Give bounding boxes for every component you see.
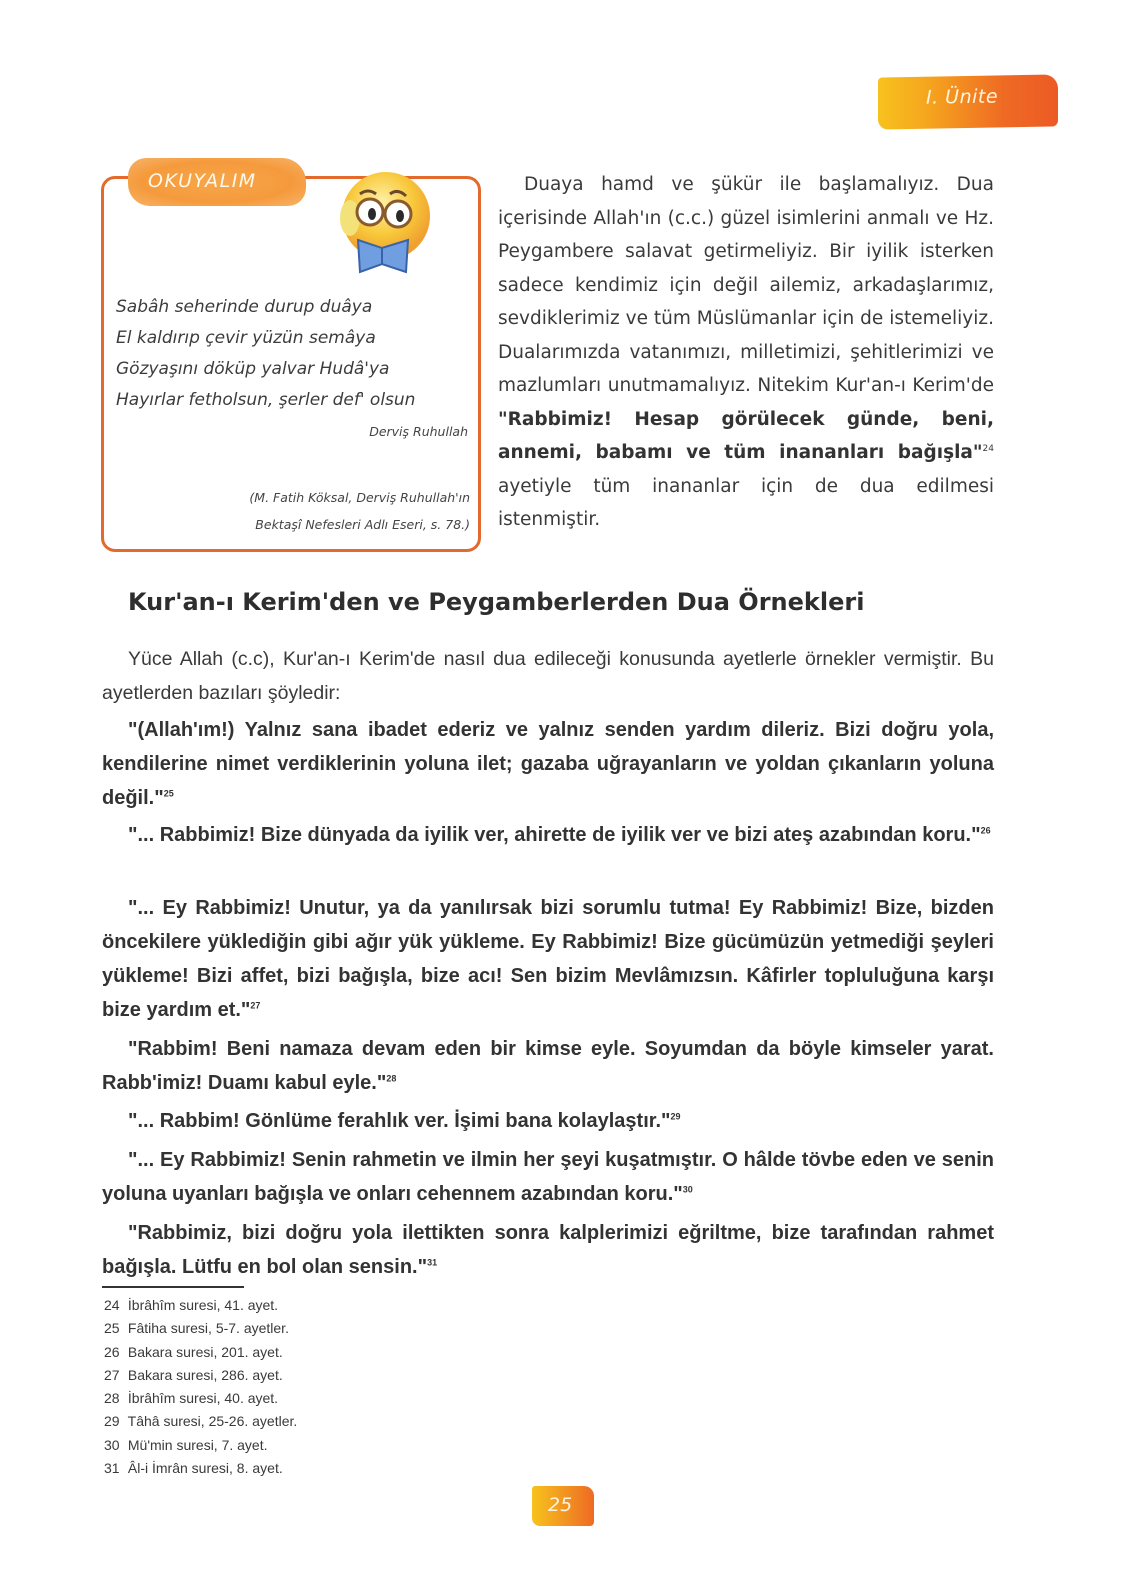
poem-source-line: (M. Fatih Köksal, Derviş Ruhullah'ın <box>249 490 470 505</box>
page-number: 25 <box>548 1494 573 1516</box>
footnote-ref: 28 <box>386 1073 397 1084</box>
footnote-text: Fâtiha suresi, 5-7. ayetler. <box>127 1320 289 1337</box>
page-number-badge <box>532 1486 594 1526</box>
intro-paragraph <box>498 168 994 537</box>
footnote-ref: 29 <box>670 1111 681 1122</box>
intro-text: Duaya hamd ve şükür ile başlamalıyız. Dua içerisinde Allah'ın (c.c.) güzel isimlerini anmalı ve Hz. Peygambere salavat getirmeliyiz. Bir iyilik isterken sadece kendimiz için değil ailemiz, arkadaşlarımız, sevdiklerimiz ve tüm Müslümanlar için de istemeliyiz. Dualarımızda vatanımızı, milletimizi, şehitlerimizi ve mazlumları unutmamalıyız. Nitekim Kur'an-ı Kerim'de <box>498 174 994 396</box>
reading-badge-label: OKUYALIM <box>148 170 257 192</box>
unit-tab <box>878 74 1058 129</box>
footnote-item <box>104 1294 424 1317</box>
unit-label: I. Ünite <box>926 85 999 109</box>
verse <box>102 713 994 815</box>
footnote-ref: 27 <box>250 1000 261 1011</box>
footnote-number: 26 <box>104 1343 120 1360</box>
verse <box>102 891 994 1027</box>
poem <box>116 292 476 416</box>
verse-text: "Rabbimiz, bizi doğru yola ilettikten sonra kalplerimizi eğriltme, bize tarafından rahmet bağışla. Lütfu en bol olan sensin." <box>102 1222 994 1278</box>
verse <box>102 818 994 852</box>
footnote-ref: 26 <box>980 825 991 836</box>
verse-text: "... Ey Rabbimiz! Unutur, ya da yanılırsak bizi sorumlu tutma! Ey Rabbimiz! Bize, bizden öncekilere yüklediğin gibi ağır yük yükleme. Ey Rabbimiz! Bize gücümüzün yetmediği şeyleri yükleme! Bizi affet, bizi bağışla, bize acı! Sen bizim Mevlâmızsın. Kâfirler topluluğuna karşı bize yardım et." <box>102 897 994 1021</box>
footnote-item <box>104 1317 424 1340</box>
footnote-divider <box>102 1286 244 1288</box>
intro-quote: "Rabbimiz! Hesap görülecek günde, beni, annemi, babamı ve tüm inananları bağışla" <box>498 408 994 463</box>
poem-line: Sabâh seherinde durup duâya <box>116 297 373 317</box>
footnote-ref: 24 <box>982 443 994 454</box>
footnote-item <box>104 1457 424 1480</box>
verse-text: "... Rabbim! Gönlüme ferahlık ver. İşimi bana kolaylaştır." <box>128 1110 671 1132</box>
verse <box>102 1104 994 1138</box>
footnote-text: Bakara suresi, 201. ayet. <box>127 1343 283 1360</box>
verse <box>102 1216 994 1284</box>
footnote-number: 30 <box>104 1436 120 1453</box>
footnote-ref: 31 <box>427 1257 438 1268</box>
footnote-text: İbrâhîm suresi, 40. ayet. <box>127 1390 279 1407</box>
poem-source-line: Bektaşî Nefesleri Adlı Eseri, s. 78.) <box>255 517 470 532</box>
footnote-number: 31 <box>104 1460 120 1477</box>
footnote-number: 28 <box>104 1390 120 1407</box>
section-title: Kur'an-ı Kerim'den ve Peygamberlerden Dua Örnekleri <box>128 588 865 616</box>
footnote-item <box>104 1434 424 1457</box>
footnote-number: 25 <box>104 1320 120 1337</box>
intro-text-end: ayetiyle tüm inananlar için de dua edilmesi istenmiştir. <box>498 475 994 530</box>
poem-author: Derviş Ruhullah <box>369 424 468 439</box>
footnote-text: Tâhâ suresi, 25-26. ayetler. <box>127 1413 298 1430</box>
footnote-text: İbrâhîm suresi, 41. ayet. <box>127 1297 279 1313</box>
footnote-item <box>104 1387 424 1410</box>
verse-text: "... Ey Rabbimiz! Senin rahmetin ve ilmin her şeyi kuşatmıştır. O hâlde tövbe eden ve senin yoluna uyanları bağışla ve onları cehennem azabından koru." <box>102 1149 994 1205</box>
poem-source <box>140 484 470 538</box>
footnote-number: 27 <box>104 1366 120 1383</box>
poem-line: Hayırlar fetholsun, şerler def' olsun <box>116 390 416 410</box>
verse-text: "(Allah'ım!) Yalnız sana ibadet ederiz ve yalnız senden yardım dileriz. Bizi doğru yola, kendilerine nimet verdiklerinin yoluna ilet; gazaba uğrayanların ve yoldan çıkanların yoluna değil." <box>102 719 994 809</box>
footnote-text: Âl-i İmrân suresi, 8. ayet. <box>127 1460 283 1477</box>
poem-line: Gözyaşını döküp yalvar Hudâ'ya <box>116 359 390 379</box>
footnote-text: Mü'min suresi, 7. ayet. <box>127 1436 268 1453</box>
reading-badge <box>128 158 306 206</box>
footnote-item <box>104 1341 424 1364</box>
verse-text: "... Rabbimiz! Bize dünyada da iyilik ver, ahirette de iyilik ver ve bizi ateş azabından koru." <box>128 824 981 846</box>
verse <box>102 1032 994 1100</box>
footnote-text: Bakara suresi, 286. ayet. <box>127 1366 283 1383</box>
verse-text: "Rabbim! Beni namaza devam eden bir kimse eyle. Soyumdan da böyle kimseler yarat. Rabb'imiz! Duamı kabul eyle." <box>102 1038 994 1094</box>
footnote-ref: 30 <box>682 1184 693 1195</box>
poem-line: El kaldırıp çevir yüzün semâya <box>116 328 376 348</box>
footnote-item <box>104 1410 424 1433</box>
footnotes <box>104 1294 424 1480</box>
reading-emoji-icon <box>322 168 442 280</box>
footnote-number: 24 <box>104 1297 120 1313</box>
section-lead: Yüce Allah (c.c), Kur'an-ı Kerim'de nasıl dua edileceği konusunda ayetlerle örnekler vermiştir. Bu ayetlerden bazıları şöyledir: <box>102 648 994 704</box>
footnote-ref: 25 <box>163 788 174 799</box>
footnote-item <box>104 1364 424 1387</box>
footnote-number: 29 <box>104 1413 120 1430</box>
verse <box>102 1143 994 1211</box>
